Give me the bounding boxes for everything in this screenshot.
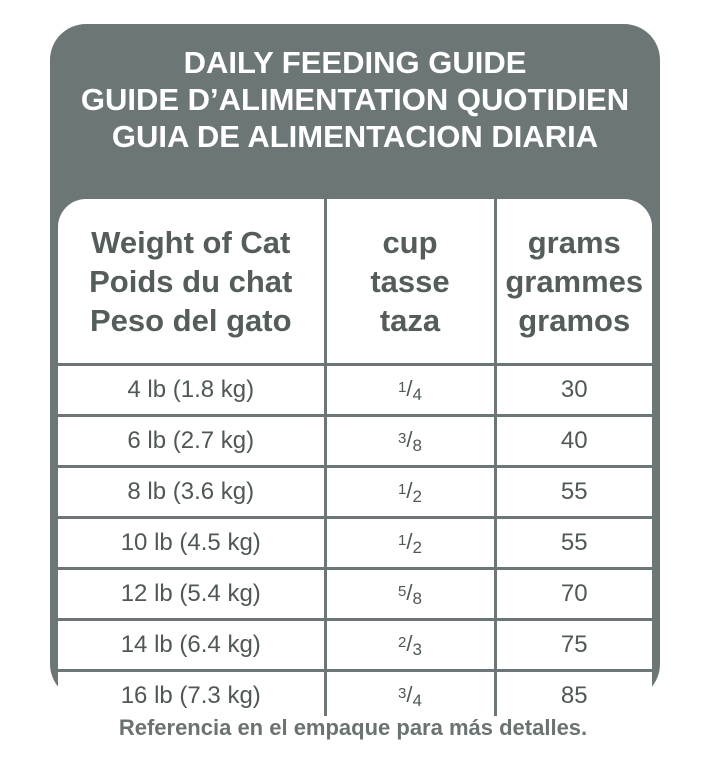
cup-cell: 1/2	[325, 467, 495, 518]
weight-cell: 12 lb (5.4 kg)	[58, 569, 325, 620]
grams-cell: 55	[495, 467, 652, 518]
weight-cell: 6 lb (2.7 kg)	[58, 416, 325, 467]
cup-cell: 3/8	[325, 416, 495, 467]
table-row	[58, 365, 652, 416]
grams-cell: 75	[495, 620, 652, 671]
guide-title	[50, 44, 660, 155]
table-header-row	[58, 199, 652, 365]
weight-cell: 10 lb (4.5 kg)	[58, 518, 325, 569]
grams-cell: 70	[495, 569, 652, 620]
feeding-guide-card	[50, 24, 660, 710]
feeding-table	[58, 199, 652, 716]
grams-cell: 85	[495, 671, 652, 717]
title-line-es: GUIA DE ALIMENTACION DIARIA	[111, 119, 599, 154]
table-row	[58, 467, 652, 518]
footer-note: Referencia en el empaque para más detalles.	[118, 715, 588, 740]
header-weight-fr: Poids du chat	[89, 263, 293, 299]
table-row	[58, 671, 652, 717]
cup-cell: 2/3	[325, 620, 495, 671]
table-row	[58, 518, 652, 569]
grams-cell: 30	[495, 365, 652, 416]
header-weight-en: Weight of Cat	[91, 224, 291, 260]
header-cup-fr: tasse	[370, 263, 450, 299]
title-line-en: DAILY FEEDING GUIDE	[183, 45, 527, 80]
grams-cell: 55	[495, 518, 652, 569]
weight-cell: 8 lb (3.6 kg)	[58, 467, 325, 518]
feeding-table-container	[58, 199, 652, 716]
header-grams	[495, 199, 652, 365]
cup-cell: 1/4	[325, 365, 495, 416]
cup-cell: 3/4	[325, 671, 495, 717]
header-grams-fr: grammes	[505, 263, 644, 299]
table-row	[58, 569, 652, 620]
header-grams-en: grams	[527, 224, 621, 260]
header-cup-es: taza	[379, 302, 441, 338]
table-row	[58, 416, 652, 467]
cup-cell: 5/8	[325, 569, 495, 620]
header-weight	[58, 199, 325, 365]
table-row	[58, 620, 652, 671]
header-weight-es: Peso del gato	[89, 302, 292, 338]
header-cup	[325, 199, 495, 365]
weight-cell: 4 lb (1.8 kg)	[58, 365, 325, 416]
weight-cell: 14 lb (6.4 kg)	[58, 620, 325, 671]
header-grams-es: gramos	[518, 302, 631, 338]
title-line-fr: GUIDE D’ALIMENTATION QUOTIDIEN	[80, 82, 630, 117]
grams-cell: 40	[495, 416, 652, 467]
weight-cell: 16 lb (7.3 kg)	[58, 671, 325, 717]
cup-cell: 1/2	[325, 518, 495, 569]
header-cup-en: cup	[382, 224, 438, 260]
